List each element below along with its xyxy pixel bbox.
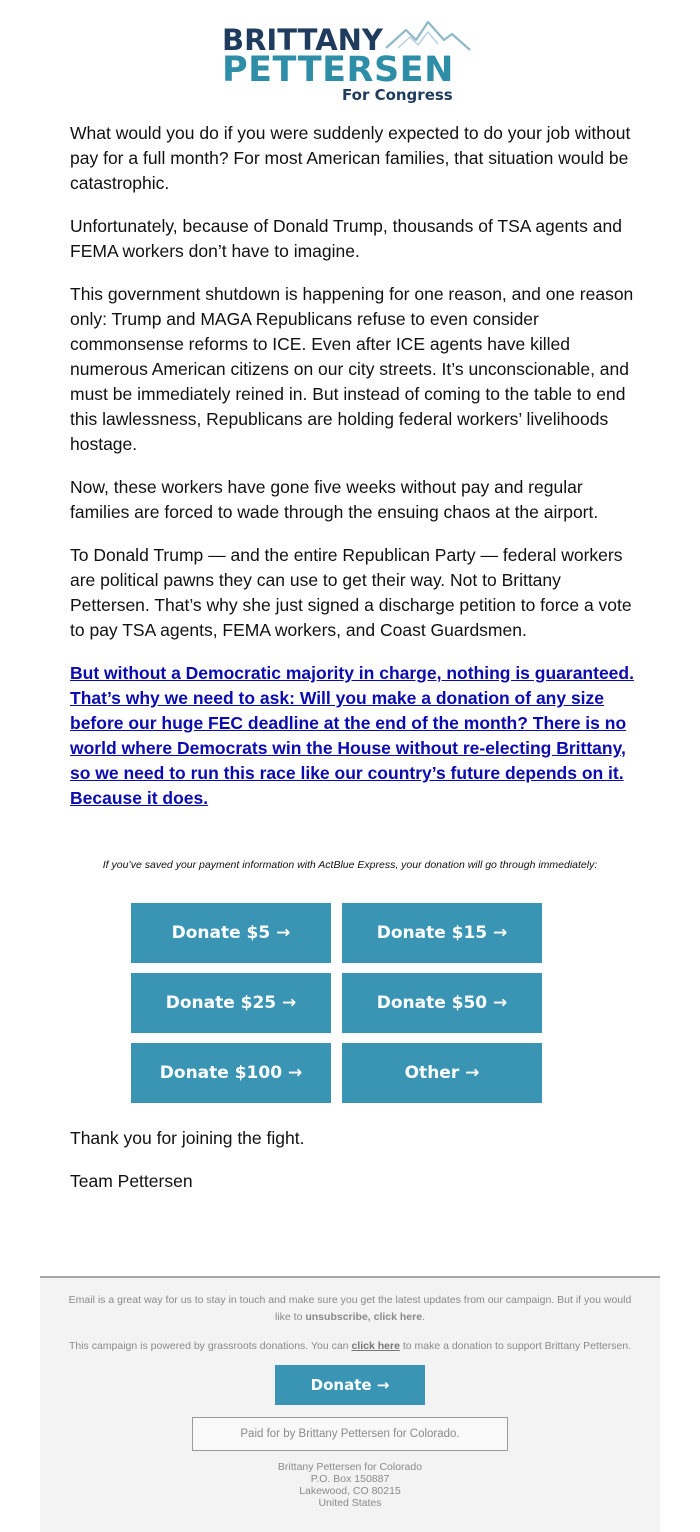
actblue-express-note: If you’ve saved your payment information with ActBlue Express, your donation will go through immediately: <box>102 859 598 871</box>
thank-you-line: Thank you for joining the fight. <box>70 1128 305 1148</box>
donate-100-button[interactable]: Donate $100 → <box>131 1043 331 1103</box>
logo-first-name: BRITTANY <box>222 23 383 57</box>
grassroots-text: This campaign is powered by grassroots donations. You can click here to make a donation to support Brittany Pettersen. <box>68 1340 632 1352</box>
email-body <box>70 121 636 829</box>
click-here-link[interactable]: click here <box>351 1340 400 1352</box>
signature: Team Pettersen <box>70 1171 193 1191</box>
footer-donate-button[interactable]: Donate → <box>275 1365 425 1405</box>
paragraph-3: This government shutdown is happening for one reason, and one reason only: Trump and MAGA Republicans refuse to even consider commonsense reforms to ICE. Even after ICE agents have killed numerous American citizens on our city streets. It’s unconscionable, and must be immediately reined in. But instead of coming to the table to end this lawlessness, Republicans are holding federal workers’ livelihoods hostage. <box>70 284 634 454</box>
address-line: P.O. Box 150887 <box>310 1473 390 1485</box>
logo-subtitle: For Congress <box>342 86 453 104</box>
donation-cta-link[interactable]: But without a Democratic majority in charge, nothing is guaranteed. That’s why we need to ask: Will you make a donation of any size before our huge FEC deadline at the end of the month? There is no world where Democrats win the House without re-electing Brittany, so we need to run this race like our country’s future depends on it. Because it does. <box>70 663 634 808</box>
donate-5-button[interactable]: Donate $5 → <box>131 903 331 963</box>
mailing-address <box>40 1461 660 1509</box>
donate-other-button[interactable]: Other → <box>342 1043 542 1103</box>
address-line: Brittany Pettersen for Colorado <box>277 1461 423 1473</box>
campaign-logo <box>222 18 482 108</box>
donate-15-button[interactable]: Donate $15 → <box>342 903 542 963</box>
logo-last-name: PETTERSEN <box>222 50 454 90</box>
mountains-icon <box>372 18 472 54</box>
unsubscribe-link[interactable]: unsubscribe, click here <box>305 1311 423 1323</box>
donate-50-button[interactable]: Donate $50 → <box>342 973 542 1033</box>
address-line: United States <box>318 1497 382 1509</box>
paid-for-disclaimer: Paid for by Brittany Pettersen for Colorado. <box>192 1417 508 1451</box>
paragraph-2: Unfortunately, because of Donald Trump, thousands of TSA agents and FEMA workers don’t have to imagine. <box>70 216 622 261</box>
paragraph-1: What would you do if you were suddenly expected to do your job without pay for a full month? For most American families, that situation would be catastrophic. <box>70 123 631 193</box>
donate-25-button[interactable]: Donate $25 → <box>131 973 331 1033</box>
email-footer <box>40 1276 660 1532</box>
cta-paragraph <box>70 661 636 811</box>
paragraph-5: To Donald Trump — and the entire Republican Party — federal workers are political pawns they can use to get their way. Not to Brittany Pettersen. That’s why she just signed a discharge petition to force a vote to pay TSA agents, FEMA workers, and Coast Guardsmen. <box>70 545 632 640</box>
paragraph-4: Now, these workers have gone five weeks without pay and regular families are forced to wade through the ensuing chaos at the airport. <box>70 477 599 522</box>
email-preferences-text: Email is a great way for us to stay in touch and make sure you get the latest updates from our campaign. But if you would like to unsubscribe, click here. <box>68 1294 632 1323</box>
address-line: Lakewood, CO 80215 <box>299 1485 401 1497</box>
